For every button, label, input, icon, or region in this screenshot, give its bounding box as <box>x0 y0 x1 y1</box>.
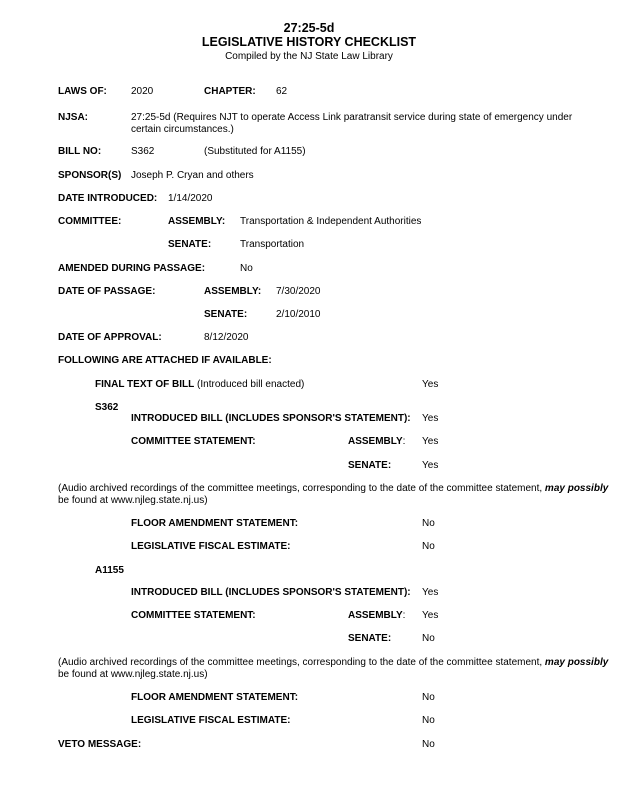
s362-assembly-row <box>348 436 405 448</box>
a1155-audio-note-line2: be found at www.njleg.state.nj.us) <box>58 669 208 680</box>
a1155-senate-label: SENATE: <box>348 633 392 644</box>
sponsors-value: Joseph P. Cryan and others <box>131 170 254 181</box>
amended-value: No <box>240 263 253 274</box>
a1155-audio-note-line1 <box>58 657 608 669</box>
date-of-approval-label: DATE OF APPROVAL: <box>58 332 162 343</box>
s362-floor-label: FLOOR AMENDMENT STATEMENT: <box>131 518 299 529</box>
s362-audio-note-text: (Audio archived recordings of the committee meetings, corresponding to the date of the committee statement, <box>58 483 545 494</box>
laws-of-label: LAWS OF: <box>58 86 107 97</box>
s362-assembly-value: Yes <box>422 436 439 447</box>
s362-label: S362 <box>95 402 119 413</box>
a1155-assembly-value: Yes <box>422 610 439 621</box>
s362-fiscal-label: LEGISLATIVE FISCAL ESTIMATE: <box>131 541 291 552</box>
amended-label: AMENDED DURING PASSAGE: <box>58 263 206 274</box>
final-text-value: Yes <box>422 379 439 390</box>
a1155-assembly-row <box>348 610 405 622</box>
committee-label: COMMITTEE: <box>58 216 122 227</box>
chapter-label: CHAPTER: <box>204 86 256 97</box>
a1155-floor-value: No <box>422 692 435 703</box>
chapter-value: 62 <box>276 86 288 97</box>
passage-assembly-label: ASSEMBLY: <box>204 286 262 297</box>
final-text-row <box>95 379 304 391</box>
attached-heading: FOLLOWING ARE ATTACHED IF AVAILABLE: <box>58 355 272 366</box>
s362-audio-note-line1 <box>58 483 608 495</box>
a1155-audio-note-text: (Audio archived recordings of the committee meetings, corresponding to the date of the committee statement, <box>58 657 545 668</box>
a1155-introduced-label: INTRODUCED BILL (INCLUDES SPONSOR'S STATEMENT): <box>131 587 411 598</box>
s362-introduced-label: INTRODUCED BILL (INCLUDES SPONSOR'S STATEMENT): <box>131 413 411 424</box>
compiled-by: Compiled by the NJ State Law Library <box>225 51 393 62</box>
a1155-fiscal-value: No <box>422 715 435 726</box>
date-of-approval-value: 8/12/2020 <box>204 332 249 343</box>
s362-floor-value: No <box>422 518 435 529</box>
statute-number: 27:25-5d <box>283 21 335 35</box>
a1155-assembly-colon: : <box>402 610 406 621</box>
laws-of-value: 2020 <box>131 86 154 97</box>
passage-assembly-value: 7/30/2020 <box>276 286 321 297</box>
s362-fiscal-value: No <box>422 541 435 552</box>
njsa-value: 27:25-5d (Requires NJT to operate Access Link paratransit service during state of emergency under certain circumstances.) <box>131 112 573 135</box>
s362-senate-label: SENATE: <box>348 460 392 471</box>
a1155-label: A1155 <box>95 565 124 576</box>
veto-label: VETO MESSAGE: <box>58 739 142 750</box>
a1155-assembly-label: ASSEMBLY <box>348 610 403 621</box>
s362-committee-label: COMMITTEE STATEMENT: <box>131 436 256 447</box>
s362-senate-value: Yes <box>422 460 439 471</box>
sponsors-label: SPONSOR(S) <box>58 170 122 181</box>
final-text-label: FINAL TEXT OF BILL <box>95 379 195 390</box>
passage-senate-value: 2/10/2010 <box>276 309 321 320</box>
bill-no-value: S362 <box>131 146 155 157</box>
bill-no-label: BILL NO: <box>58 146 102 157</box>
bill-substitution-note: (Substituted for A1155) <box>204 146 306 157</box>
passage-senate-label: SENATE: <box>204 309 248 320</box>
a1155-floor-label: FLOOR AMENDMENT STATEMENT: <box>131 692 299 703</box>
a1155-audio-note-emphasis: may possibly <box>544 657 609 668</box>
s362-assembly-colon: : <box>402 436 406 447</box>
date-introduced-value: 1/14/2020 <box>168 193 213 204</box>
final-text-note: (Introduced bill enacted) <box>194 379 305 390</box>
s362-audio-note-emphasis: may possibly <box>544 483 609 494</box>
date-of-passage-label: DATE OF PASSAGE: <box>58 286 156 297</box>
committee-senate-label: SENATE: <box>168 239 212 250</box>
committee-assembly-value: Transportation & Independent Authorities <box>240 216 422 227</box>
a1155-fiscal-label: LEGISLATIVE FISCAL ESTIMATE: <box>131 715 291 726</box>
page-title: LEGISLATIVE HISTORY CHECKLIST <box>201 35 417 49</box>
s362-introduced-value: Yes <box>422 413 439 424</box>
date-introduced-label: DATE INTRODUCED: <box>58 193 158 204</box>
committee-senate-value: Transportation <box>240 239 305 250</box>
veto-value: No <box>422 739 435 750</box>
a1155-committee-label: COMMITTEE STATEMENT: <box>131 610 256 621</box>
njsa-label: NJSA: <box>58 112 89 123</box>
a1155-introduced-value: Yes <box>422 587 439 598</box>
s362-assembly-label: ASSEMBLY <box>348 436 403 447</box>
s362-audio-note-line2: be found at www.njleg.state.nj.us) <box>58 495 208 506</box>
a1155-senate-value: No <box>422 633 435 644</box>
committee-assembly-label: ASSEMBLY: <box>168 216 226 227</box>
